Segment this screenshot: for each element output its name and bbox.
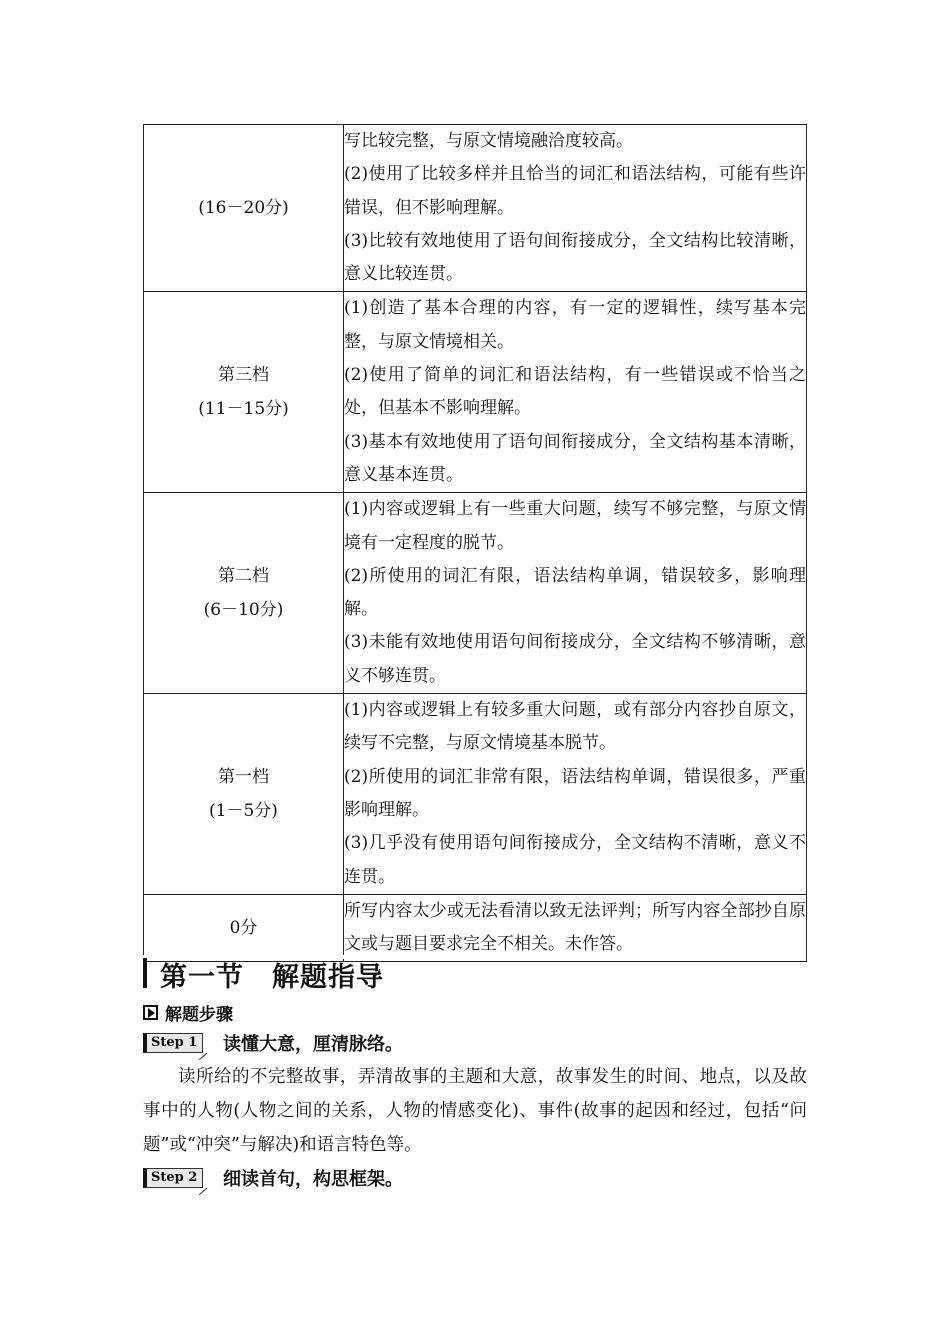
step-2-row bbox=[143, 1165, 403, 1191]
grade-cell bbox=[144, 894, 344, 962]
criteria-cell bbox=[344, 125, 807, 292]
criteria-line: (1)内容或逻辑上有较多重大问题，或有部分内容抄自原文，续写不完整，与原文情境基本脱节。 bbox=[344, 700, 806, 754]
criteria-line: (2)所使用的词汇有限，语法结构单调，错误较多，影响理解。 bbox=[344, 565, 806, 620]
play-icon bbox=[143, 1005, 158, 1020]
grade-cell bbox=[144, 125, 344, 292]
grade-cell bbox=[144, 292, 344, 493]
criteria-line: 所写内容太少或无法看清以致无法评判；所写内容全部抄自原文或与题目要求完全不相关。未作答。 bbox=[344, 900, 806, 955]
table-row bbox=[144, 894, 807, 962]
criteria-line: (3)几乎没有使用语句间衔接成分，全文结构不清晰，意义不连贯。 bbox=[344, 833, 806, 887]
criteria-line: (3)比较有效地使用了语句间衔接成分，全文结构比较清晰，意义比较连贯。 bbox=[344, 230, 806, 285]
table-row bbox=[144, 694, 807, 895]
grade-range: (11－15分) bbox=[198, 399, 289, 420]
criteria-line: (2)所使用的词汇非常有限，语法结构单调，错误很多，严重影响理解。 bbox=[344, 766, 806, 820]
section-marker-bar bbox=[143, 958, 147, 988]
grade-name: 0分 bbox=[229, 918, 258, 939]
table-row bbox=[144, 292, 807, 493]
criteria-line: (1)创造了基本合理的内容，有一定的逻辑性，续写基本完整，与原文情境相关。 bbox=[344, 298, 806, 352]
step-2-badge: Step 2 bbox=[143, 1168, 203, 1188]
grade-name: 第三档 bbox=[218, 365, 269, 386]
scoring-rubric-table bbox=[143, 124, 807, 962]
step-1-row bbox=[143, 1030, 403, 1056]
table-row bbox=[144, 493, 807, 694]
grade-range: (16－20分) bbox=[198, 198, 289, 219]
grade-name: 第一档 bbox=[218, 766, 269, 787]
step-1-badge: Step 1 bbox=[143, 1033, 203, 1053]
section-title: 第一节 解题指导 bbox=[160, 962, 384, 993]
step-2-title: 细读首句，构思框架。 bbox=[223, 1169, 403, 1190]
grade-cell bbox=[144, 493, 344, 694]
criteria-line: (2)使用了简单的词汇和语法结构，有一些错误或不恰当之处，但基本不影响理解。 bbox=[344, 365, 806, 419]
criteria-line: (3)未能有效地使用语句间衔接成分，全文结构不够清晰，意义不够连贯。 bbox=[344, 632, 806, 686]
grade-range: (1－5分) bbox=[209, 800, 278, 821]
criteria-cell bbox=[344, 493, 807, 694]
step-1-title: 读懂大意，厘清脉络。 bbox=[223, 1034, 403, 1055]
criteria-line: (1)内容或逻辑上有一些重大问题，续写不够完整，与原文情境有一定程度的脱节。 bbox=[344, 499, 806, 553]
table-row bbox=[144, 125, 807, 292]
step-1-paragraph: 读所给的不完整故事，弄清故事的主题和大意，故事发生的时间、地点，以及故事中的人物(人物之间的关系，人物的情感变化)、事件(故事的起因和经过，包括“问题”或“冲突”与解决)和语言特色等。 bbox=[143, 1067, 807, 1155]
grade-name: 第二档 bbox=[218, 566, 269, 587]
subheading-label: 解题步骤 bbox=[165, 1005, 233, 1025]
criteria-line: (3)基本有效地使用了语句间衔接成分，全文结构基本清晰，意义基本连贯。 bbox=[344, 431, 806, 485]
criteria-line: 写比较完整，与原文情境融洽度较高。 bbox=[344, 131, 633, 151]
subheading bbox=[143, 1000, 233, 1025]
grade-range: (6－10分) bbox=[203, 600, 284, 621]
grade-cell bbox=[144, 694, 344, 895]
criteria-cell bbox=[344, 694, 807, 895]
criteria-cell bbox=[344, 894, 807, 962]
criteria-line: (2)使用了比较多样并且恰当的词汇和语法结构，可能有些许错误，但不影响理解。 bbox=[344, 164, 806, 218]
criteria-cell bbox=[344, 292, 807, 493]
